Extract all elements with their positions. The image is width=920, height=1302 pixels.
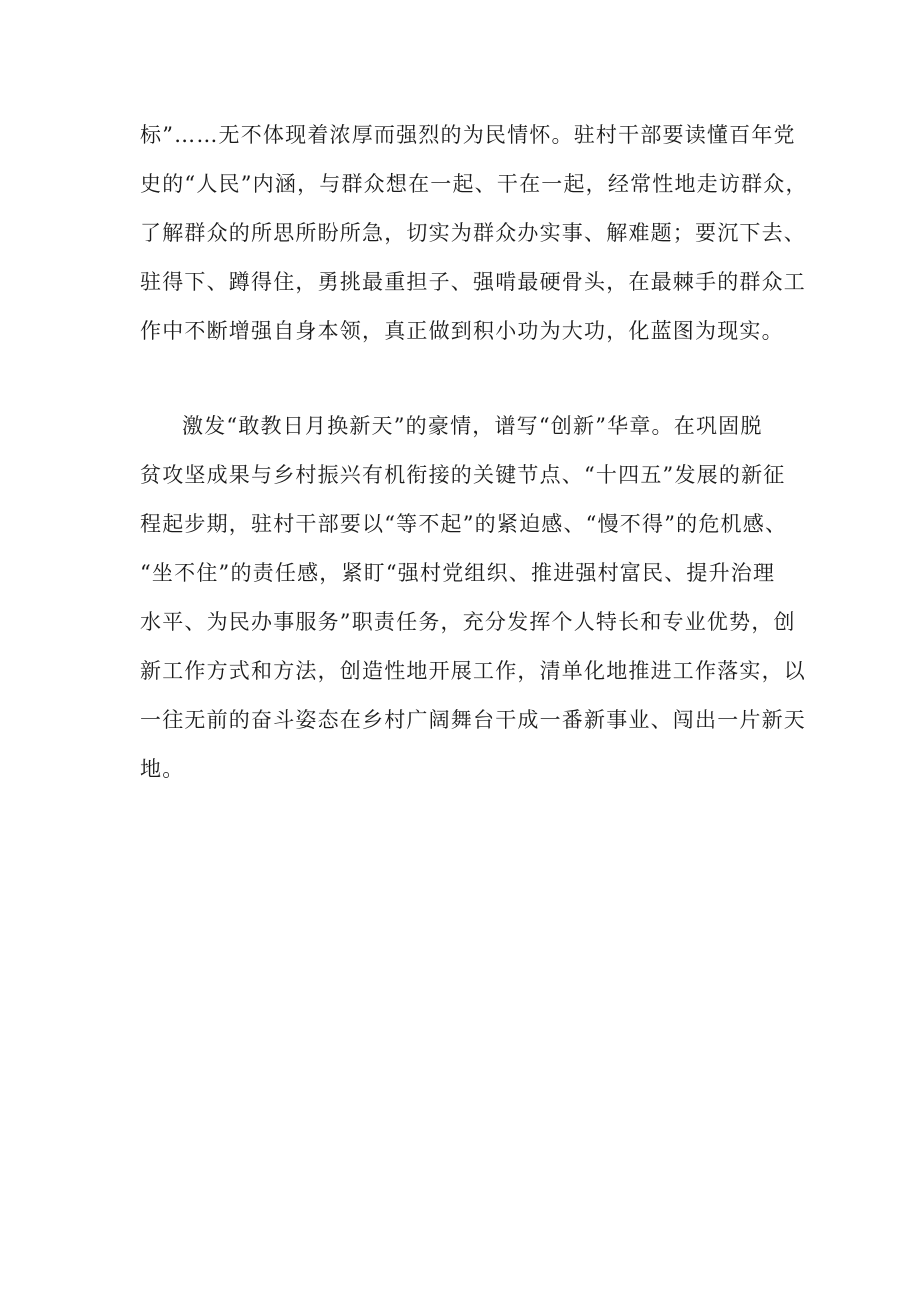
paragraph-line: 史的“人民”内涵，与群众想在一起、干在一起，经常性地走访群众， — [140, 172, 808, 196]
paragraph-line: 地。 — [140, 757, 185, 781]
paragraph-line: 新工作方式和方法，创造性地开展工作，清单化地推进工作落实，以 — [140, 659, 806, 683]
paragraph-line: 贫攻坚成果与乡村振兴有机衔接的关键节点、“十四五”发展的新征 — [140, 463, 786, 487]
paragraph-line: 程起步期，驻村干部要以“等不起”的紧迫感、“慢不得”的危机感、 — [140, 512, 788, 536]
paragraph-line: 一往无前的奋斗姿态在乡村广阔舞台干成一番新事业、闯出一片新天 — [140, 708, 806, 732]
paragraph-line: 标”……无不体现着浓厚而强烈的为民情怀。驻村干部要读懂百年党 — [140, 123, 796, 147]
paragraph-line: 激发“敢教日月换新天”的豪情，谱写“创新”华章。在巩固脱 — [182, 414, 763, 438]
paragraph-line: 作中不断增强自身本领，真正做到积小功为大功，化蓝图为现实。 — [140, 319, 784, 343]
paragraph-line: “坐不住”的责任感，紧盯“强村党组织、推进强村富民、提升治理 — [140, 561, 776, 585]
paragraph-line: 了解群众的所思所盼所急，切实为群众办实事、解难题；要沉下去、 — [140, 221, 806, 245]
paragraph-line: 水平、为民办事服务”职责任务，充分发挥个人特长和专业优势，创 — [140, 610, 796, 634]
paragraph-line: 驻得下、蹲得住，勇挑最重担子、强啃最硬骨头，在最棘手的群众工 — [140, 270, 806, 294]
